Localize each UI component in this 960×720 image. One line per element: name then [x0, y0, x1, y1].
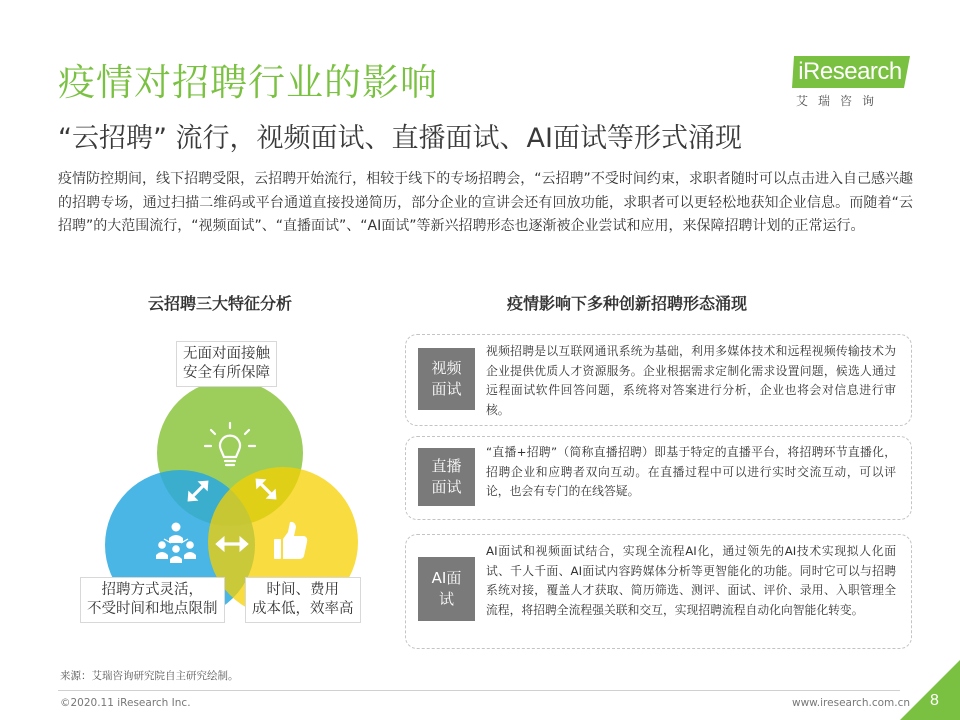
source-note: 来源：艾瑞咨询研究院自主研究绘制。 — [60, 670, 239, 682]
panel-text: “直播+招聘”（简称直播招聘）即基于特定的直播平台，将招聘环节直播化，招聘企业和应聘者双向互动。在直播过程中可以进行实时交流互动，可以评论，也会有专门的在线答疑。 — [486, 445, 896, 498]
panel-live-interview — [405, 436, 912, 520]
intro-paragraph: 疫情防控期间，线下招聘受限，云招聘开始流行，相较于线下的专场招聘会，“云招聘”不受时间约束，求职者随时可以点击进入自己感兴趣的招聘专场，通过扫描二维码或平台通道直接投递简历，部分企业的宣讲会还有回放功能，求职者可以更轻松地获知企业信息。而随着“云招聘”的大范围流行，“视频面试”、“直播面试”、“AI面试”等新兴招聘形态也逐渐被企业尝试和应用，来保障招聘计划的正常运行。 — [58, 171, 913, 234]
venn-label-left: 招聘方式灵活， 不受时间和地点限制 — [80, 577, 225, 623]
website-link[interactable]: www.iresearch.com.cn — [792, 697, 911, 709]
page-number: 8 — [930, 692, 939, 709]
venn-label-top: 无面对面接触 安全有所保障 — [176, 341, 277, 387]
panel-label: 直播 面试 — [418, 448, 475, 506]
logo-wordmark: iResearch — [798, 58, 902, 85]
panel-ai-interview — [405, 534, 912, 649]
logo-chinese: 艾瑞咨询 — [796, 94, 885, 108]
panel-text: AI面试和视频面试结合，实现全流程AI化，通过领先的AI技术实现拟人化面试、千人千面、AI面试内容跨媒体分析等更智能化的功能。同时它可以与招聘系统对接，覆盖人才获取、简历筛选、测评、面试、评价、录用、入职管理全流程，将招聘全流程强关联和交互，实现招聘流程自动化向智能化转变。 — [486, 544, 896, 617]
panel-video-interview — [405, 334, 912, 426]
panel-label: AI面 试 — [418, 557, 475, 621]
corner-triangle — [900, 660, 960, 720]
panel-label: 视频 面试 — [418, 348, 475, 410]
venn-diagram — [78, 335, 388, 650]
venn-heading: 云招聘三大特征分析 — [148, 294, 293, 313]
forms-heading: 疫情影响下多种创新招聘形态涌现 — [507, 294, 748, 313]
footer-divider — [58, 690, 900, 691]
iresearch-logo — [792, 54, 912, 114]
page-subtitle: “云招聘” 流行，视频面试、直播面试、AI面试等形式涌现 — [58, 123, 742, 154]
page-title: 疫情对招聘行业的影响 — [58, 61, 438, 104]
copyright: ©2020.11 iResearch Inc. — [60, 697, 191, 709]
panel-text: 视频招聘是以互联网通讯系统为基础，利用多媒体技术和远程视频传输技术为企业提供优质人才资源服务。企业根据需求定制化需求设置问题，候选人通过远程面试软件回答问题，系统将对答案进行分析，企业也将会对信息进行审核。 — [486, 344, 896, 417]
venn-label-right: 时间、费用 成本低，效率高 — [245, 577, 361, 623]
